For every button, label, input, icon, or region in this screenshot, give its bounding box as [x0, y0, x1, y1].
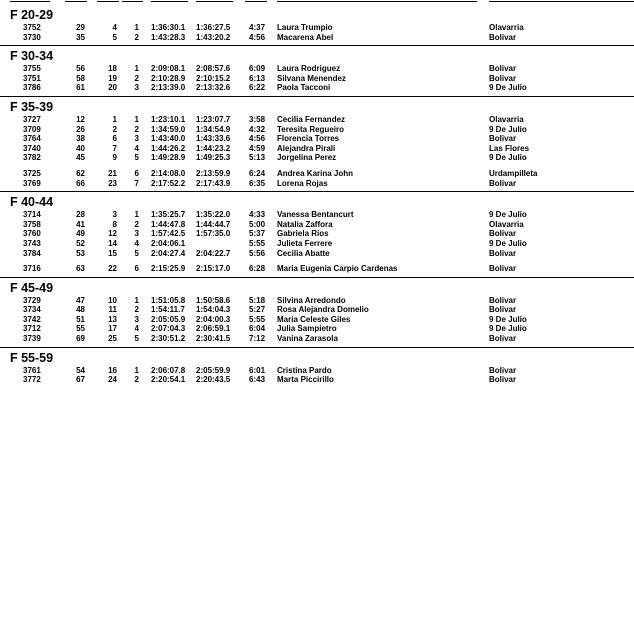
- pace: 6:24: [249, 168, 266, 178]
- runner-city: Bolivar: [489, 178, 517, 188]
- category-block: [0, 281, 634, 348]
- result-row: [0, 169, 634, 179]
- pace: 4:37: [249, 23, 266, 32]
- pace: 5:55: [249, 314, 266, 324]
- pace: 3:58: [249, 114, 266, 124]
- category-title: F 40-44: [10, 195, 54, 210]
- bib-number: 3772: [23, 375, 41, 385]
- bib-number: 3755: [23, 64, 41, 74]
- category-place: 4: [134, 324, 139, 334]
- gender-place: 22: [108, 264, 117, 274]
- result-row: [0, 264, 634, 274]
- net-time: 1:57:35.0: [196, 229, 231, 239]
- gun-time: 2:17:52.2: [151, 178, 186, 188]
- runner-city: Bolivar: [489, 365, 517, 375]
- bib-number: 3751: [23, 73, 41, 83]
- bib-number: 3764: [23, 134, 41, 144]
- runner-city: Bolivar: [489, 295, 517, 305]
- gender-place: 2: [112, 124, 117, 134]
- net-time: 1:34:54.9: [196, 124, 231, 134]
- runner-city: Olavarria: [489, 114, 524, 124]
- category-place: 2: [134, 32, 139, 42]
- gender-place: 10: [108, 295, 117, 305]
- net-time: 1:23:07.7: [196, 114, 231, 124]
- overall-place: 45: [76, 153, 85, 163]
- category-place: 5: [134, 248, 139, 258]
- header-rule: [245, 1, 267, 2]
- result-row: [0, 296, 634, 306]
- overall-place: 66: [76, 178, 85, 188]
- header-rule: [97, 1, 119, 2]
- runner-city: 9 De Julio: [489, 238, 527, 248]
- bib-number: 3758: [23, 219, 41, 229]
- gender-place: 4: [112, 23, 117, 32]
- pace: 7:12: [249, 334, 266, 344]
- gender-place: 16: [108, 365, 117, 375]
- result-row: [0, 334, 634, 344]
- result-row: [0, 64, 634, 74]
- runner-name: Marta Piccirillo: [277, 375, 334, 385]
- category-block: [0, 351, 634, 388]
- category-place: 2: [134, 124, 139, 134]
- overall-place: 48: [76, 305, 85, 315]
- overall-place: 52: [76, 238, 85, 248]
- net-time: 2:05:59.9: [196, 365, 231, 375]
- runner-name: Andrea Karina John: [277, 168, 354, 178]
- gun-time: 1:51:05.8: [151, 295, 186, 305]
- header-rule: [151, 1, 188, 2]
- runner-city: 9 De Julio: [489, 124, 527, 134]
- bib-number: 3716: [23, 264, 41, 274]
- gender-place: 25: [108, 334, 117, 344]
- runner-name: Vanessa Bentancurt: [277, 210, 354, 220]
- category-block: [0, 100, 634, 192]
- net-time: 1:54:04.3: [196, 305, 231, 315]
- pace: 5:55: [249, 238, 266, 248]
- gender-place: 12: [108, 229, 117, 239]
- bib-number: 3769: [23, 178, 41, 188]
- header-rule-segments: [0, 0, 634, 4]
- gender-place: 1: [112, 114, 117, 124]
- result-row: [0, 83, 634, 93]
- runner-city: Las Flores: [489, 143, 530, 153]
- gun-time: 2:14:08.0: [151, 168, 186, 178]
- runner-name: Paola Tacconi: [277, 83, 331, 93]
- net-time: 2:15:17.0: [196, 264, 231, 274]
- header-rule: [10, 1, 50, 2]
- result-row: [0, 115, 634, 125]
- result-row: [0, 74, 634, 84]
- overall-place: 26: [76, 124, 85, 134]
- gun-time: 2:04:27.4: [151, 248, 186, 258]
- net-time: 1:43:33.6: [196, 134, 231, 144]
- result-row: [0, 229, 634, 239]
- pace: 6:22: [249, 83, 266, 93]
- gun-time: 2:20:54.1: [151, 375, 186, 385]
- runner-city: Bolivar: [489, 334, 517, 344]
- category-place: 1: [134, 295, 139, 305]
- category-place: 7: [134, 178, 139, 188]
- runner-city: 9 De Julio: [489, 153, 527, 163]
- category-place: 6: [134, 264, 139, 274]
- overall-place: 55: [76, 324, 85, 334]
- bib-number: 3739: [23, 334, 41, 344]
- result-row: [0, 375, 634, 385]
- overall-place: 29: [76, 23, 85, 32]
- gun-time: 1:36:30.1: [151, 23, 186, 32]
- pace: 6:28: [249, 264, 266, 274]
- gender-place: 11: [108, 305, 117, 315]
- bib-number: 3786: [23, 83, 41, 93]
- runner-city: Bolivar: [489, 264, 517, 274]
- bib-number: 3784: [23, 248, 41, 258]
- pace: 6:35: [249, 178, 266, 188]
- runner-name: Alejandra Pirali: [277, 143, 336, 153]
- category-place: 1: [134, 64, 139, 74]
- category-title: F 35-39: [10, 99, 54, 114]
- runner-name: Macarena Abel: [277, 32, 334, 42]
- result-row: [0, 305, 634, 315]
- runner-city: Bolivar: [489, 73, 517, 83]
- overall-place: 69: [76, 334, 85, 344]
- pace: 5:27: [249, 305, 266, 315]
- category-place: 2: [134, 305, 139, 315]
- overall-place: 62: [76, 168, 85, 178]
- bib-number: 3761: [23, 365, 41, 375]
- overall-place: 47: [76, 295, 85, 305]
- bib-number: 3743: [23, 238, 41, 248]
- result-row: [0, 324, 634, 334]
- pace: 4:56: [249, 32, 266, 42]
- pace: 4:33: [249, 210, 266, 220]
- category-place: 1: [134, 210, 139, 220]
- overall-place: 35: [76, 32, 85, 42]
- runner-name: Cecilia Abatte: [277, 248, 330, 258]
- pace: 6:13: [249, 73, 266, 83]
- runner-city: Bolivar: [489, 229, 517, 239]
- gun-time: 2:07:04.3: [151, 324, 186, 334]
- header-rule: [277, 1, 477, 2]
- gun-time: 1:44:47.8: [151, 219, 186, 229]
- pace: 5:18: [249, 295, 266, 305]
- pace: 6:09: [249, 64, 266, 74]
- net-time: 1:49:25.3: [196, 153, 231, 163]
- gender-place: 5: [112, 32, 117, 42]
- category-place: 5: [134, 153, 139, 163]
- net-time: 2:13:32.6: [196, 83, 231, 93]
- gender-place: 18: [108, 64, 117, 74]
- overall-place: 41: [76, 219, 85, 229]
- result-row: [0, 144, 634, 154]
- runner-city: 9 De Julio: [489, 210, 527, 220]
- category-title: F 55-59: [10, 350, 54, 365]
- category-place: 3: [134, 314, 139, 324]
- runner-name: Cristina Pardo: [277, 365, 332, 375]
- result-row: [0, 366, 634, 376]
- runner-name: Lorena Rojas: [277, 178, 328, 188]
- bib-number: 3760: [23, 229, 41, 239]
- overall-place: 12: [76, 114, 85, 124]
- gender-place: 23: [108, 178, 117, 188]
- category-place: 2: [134, 375, 139, 385]
- gender-place: 14: [108, 238, 117, 248]
- result-row: [0, 315, 634, 325]
- gun-time: 2:10:28.9: [151, 73, 186, 83]
- runner-name: Jorgelina Perez: [277, 153, 337, 163]
- gender-place: 17: [108, 324, 117, 334]
- runner-city: Urdampilleta: [489, 168, 538, 178]
- category-block: [0, 8, 634, 46]
- result-row: [0, 23, 634, 33]
- pace: 6:01: [249, 365, 266, 375]
- net-time: 1:35:22.0: [196, 210, 231, 220]
- category-place: 3: [134, 83, 139, 93]
- header-rule: [122, 1, 143, 2]
- net-time: 1:50:58.6: [196, 295, 231, 305]
- runner-name: Maria Celeste Giles: [277, 314, 351, 324]
- result-row: [0, 179, 634, 189]
- pace: 6:43: [249, 375, 266, 385]
- gun-time: 1:57:42.5: [151, 229, 186, 239]
- net-time: 2:17:43.9: [196, 178, 231, 188]
- net-time: 1:44:44.7: [196, 219, 231, 229]
- gun-time: 1:49:28.9: [151, 153, 186, 163]
- bib-number: 3727: [23, 114, 41, 124]
- gun-time: 2:09:08.1: [151, 64, 186, 74]
- net-time: 2:13:59.9: [196, 168, 231, 178]
- result-row: [0, 210, 634, 220]
- overall-place: 67: [76, 375, 85, 385]
- bib-number: 3712: [23, 324, 41, 334]
- bib-number: 3734: [23, 305, 41, 315]
- gender-place: 15: [108, 248, 117, 258]
- pace: 4:56: [249, 134, 266, 144]
- category-block: [0, 195, 634, 278]
- overall-place: 54: [76, 365, 85, 375]
- result-row: [0, 220, 634, 230]
- net-time: 2:06:59.1: [196, 324, 231, 334]
- category-place: 2: [134, 219, 139, 229]
- category-place: 6: [134, 168, 139, 178]
- bib-number: 3729: [23, 295, 41, 305]
- runner-name: Rosa Alejandra Domelio: [277, 305, 369, 315]
- bib-number: 3714: [23, 210, 41, 220]
- gun-time: 1:44:26.2: [151, 143, 186, 153]
- runner-name: Laura Trumpio: [277, 23, 333, 32]
- overall-place: 38: [76, 134, 85, 144]
- bib-number: 3752: [23, 23, 41, 32]
- gender-place: 19: [108, 73, 117, 83]
- category-title: F 45-49: [10, 280, 54, 295]
- category-place: 4: [134, 143, 139, 153]
- pace: 5:56: [249, 248, 266, 258]
- gun-time: 2:04:06.1: [151, 238, 186, 248]
- net-time: 2:10:15.2: [196, 73, 231, 83]
- overall-place: 56: [76, 64, 85, 74]
- overall-place: 28: [76, 210, 85, 220]
- runner-city: Bolivar: [489, 32, 517, 42]
- category-place: 4: [134, 238, 139, 248]
- gun-time: 2:13:39.0: [151, 83, 186, 93]
- gender-place: 9: [112, 153, 117, 163]
- runner-city: Olavarria: [489, 219, 524, 229]
- results-list: [0, 8, 634, 391]
- overall-place: 51: [76, 314, 85, 324]
- result-row: [0, 249, 634, 259]
- overall-place: 40: [76, 143, 85, 153]
- result-row: [0, 33, 634, 43]
- net-time: 2:20:43.5: [196, 375, 231, 385]
- result-row: [0, 153, 634, 163]
- runner-name: Vanina Zarasola: [277, 334, 338, 344]
- gun-time: 1:23:10.1: [151, 114, 186, 124]
- runner-name: Cecilia Fernandez: [277, 114, 346, 124]
- gender-place: 21: [108, 168, 117, 178]
- gun-time: 2:05:05.9: [151, 314, 186, 324]
- result-row: [0, 239, 634, 249]
- runner-name: Laura Rodriguez: [277, 64, 341, 74]
- runner-city: Bolivar: [489, 375, 517, 385]
- bib-number: 3740: [23, 143, 41, 153]
- gun-time: 1:34:59.0: [151, 124, 186, 134]
- runner-city: Bolivar: [489, 305, 517, 315]
- runner-city: 9 De Julio: [489, 83, 527, 93]
- bib-number: 3782: [23, 153, 41, 163]
- pace: 4:32: [249, 124, 266, 134]
- result-row: [0, 134, 634, 144]
- gender-place: 24: [108, 375, 117, 385]
- overall-place: 58: [76, 73, 85, 83]
- gender-place: 3: [112, 210, 117, 220]
- overall-place: 49: [76, 229, 85, 239]
- category-title: F 30-34: [10, 49, 54, 64]
- category-block: [0, 49, 634, 97]
- net-time: 1:44:23.2: [196, 143, 231, 153]
- gender-place: 7: [112, 143, 117, 153]
- gun-time: 1:43:28.3: [151, 32, 186, 42]
- gender-place: 20: [108, 83, 117, 93]
- runner-name: Florencia Torres: [277, 134, 340, 144]
- gender-place: 8: [112, 219, 117, 229]
- gun-time: 1:43:40.0: [151, 134, 186, 144]
- runner-city: Bolivar: [489, 64, 517, 74]
- overall-place: 63: [76, 264, 85, 274]
- pace: 5:13: [249, 153, 266, 163]
- runner-name: Silvina Arredondo: [277, 295, 346, 305]
- net-time: 2:08:57.6: [196, 64, 231, 74]
- result-row: [0, 125, 634, 135]
- category-place: 1: [134, 114, 139, 124]
- runner-name: Julia Sampietro: [277, 324, 337, 334]
- overall-place: 61: [76, 83, 85, 93]
- gun-time: 1:54:11.7: [151, 305, 185, 315]
- gun-time: 2:30:51.2: [151, 334, 186, 344]
- header-rule: [489, 1, 634, 2]
- runner-name: Gabriela Rios: [277, 229, 329, 239]
- runner-city: Olavarria: [489, 23, 524, 32]
- bib-number: 3742: [23, 314, 41, 324]
- bib-number: 3709: [23, 124, 41, 134]
- gun-time: 1:35:25.7: [151, 210, 186, 220]
- pace: 5:00: [249, 219, 266, 229]
- pace: 6:04: [249, 324, 266, 334]
- bib-number: 3730: [23, 32, 41, 42]
- gun-time: 2:06:07.8: [151, 365, 186, 375]
- net-time: 2:30:41.5: [196, 334, 231, 344]
- category-place: 3: [134, 229, 139, 239]
- runner-city: 9 De Julio: [489, 324, 527, 334]
- runner-name: Teresita Regueiro: [277, 124, 344, 134]
- runner-name: Natalia Zaffora: [277, 219, 333, 229]
- pace: 4:59: [249, 143, 266, 153]
- net-time: 2:04:00.3: [196, 314, 231, 324]
- category-place: 1: [134, 23, 139, 32]
- bib-number: 3725: [23, 168, 41, 178]
- runner-name: Julieta Ferrere: [277, 238, 333, 248]
- header-rule: [65, 1, 87, 2]
- pace: 5:37: [249, 229, 266, 239]
- gender-place: 13: [108, 314, 117, 324]
- category-place: 3: [134, 134, 139, 144]
- runner-name: Silvana Menendez: [277, 73, 346, 83]
- overall-place: 53: [76, 248, 85, 258]
- category-title: F 20-29: [10, 8, 54, 22]
- net-time: 1:43:20.2: [196, 32, 231, 42]
- header-rule: [196, 1, 233, 2]
- runner-city: 9 De Julio: [489, 314, 527, 324]
- runner-city: Bolivar: [489, 134, 517, 144]
- net-time: 1:36:27.5: [196, 23, 231, 32]
- gun-time: 2:15:25.9: [151, 264, 186, 274]
- category-place: 5: [134, 334, 139, 344]
- runner-city: Bolivar: [489, 248, 517, 258]
- net-time: 2:04:22.7: [196, 248, 231, 258]
- gender-place: 6: [112, 134, 117, 144]
- category-place: 1: [134, 365, 139, 375]
- category-place: 2: [134, 73, 139, 83]
- runner-name: Maria Eugenia Carpio Cardenas: [277, 264, 398, 274]
